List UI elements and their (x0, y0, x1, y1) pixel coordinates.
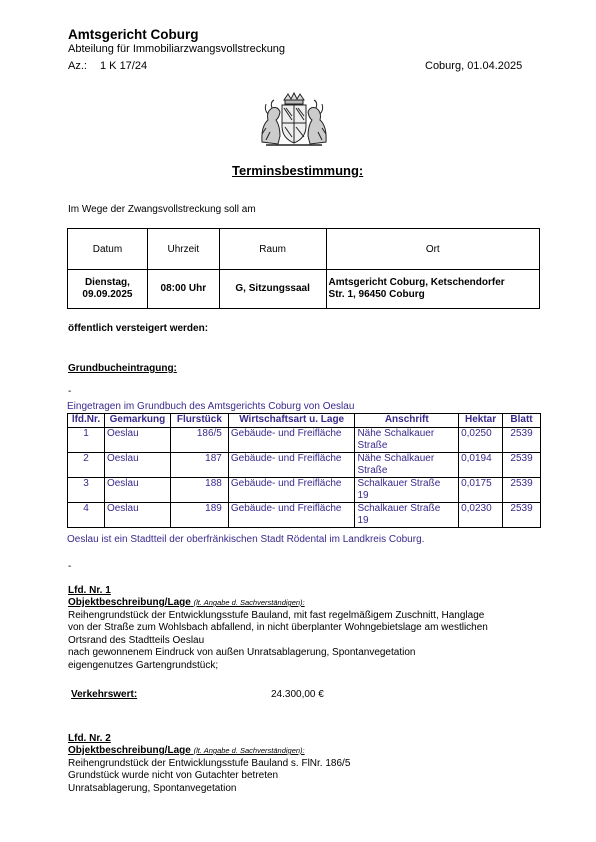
registered-text: Eingetragen im Grundbuch des Amtsgerichts Coburg von Oeslau (67, 401, 355, 412)
header-place: Ort (326, 229, 539, 270)
cell-lfd: 3 (68, 478, 105, 503)
sold-text: öffentlich versteigert werden: (68, 323, 209, 334)
table-row (68, 503, 541, 528)
dash-separator: - (68, 386, 72, 397)
col-lfd: lfd.Nr. (68, 414, 105, 428)
item1-line: Ortsrand des Stadtteils Oeslau (68, 634, 205, 646)
department: Abteilung für Immobiliarzwangsvollstreckung (68, 43, 286, 55)
header-date: Datum (68, 229, 148, 270)
cell-lfd: 4 (68, 503, 105, 528)
parcels-table (67, 413, 541, 528)
appointment-place (326, 270, 539, 309)
cell-hektar: 0,0175 (459, 478, 503, 503)
court-name: Amtsgericht Coburg (68, 27, 199, 42)
cell-hektar: 0,0230 (459, 503, 503, 528)
item1-number: Lfd. Nr. 1 (68, 585, 111, 596)
cell-blatt: 2539 (503, 453, 541, 478)
cell-anschrift-line1: Schalkauer Straße (357, 478, 441, 489)
cell-anschrift (355, 428, 459, 453)
table-row (68, 428, 541, 453)
cell-lfd: 2 (68, 453, 105, 478)
cell-anschrift-line1: Nähe Schalkauer (357, 428, 435, 439)
district-note: Oeslau ist ein Stadtteil der oberfränkischen Stadt Rödental im Landkreis Coburg. (67, 534, 425, 545)
parcels-header-row (68, 414, 541, 428)
item1-line: eigengenutzes Gartengrundstück; (68, 659, 219, 671)
market-value-label: Verkehrswert: (71, 689, 138, 700)
cell-wirtschaftsart: Gebäude- und Freifläche (228, 503, 355, 528)
col-wirtschaftsart: Wirtschaftsart u. Lage (228, 414, 355, 428)
item1-heading-text: Objektbeschreibung/Lage (68, 597, 191, 608)
cell-flurstueck: 186/5 (170, 428, 228, 453)
cell-anschrift (355, 503, 459, 528)
cell-blatt: 2539 (503, 428, 541, 453)
item2-description-heading (68, 745, 305, 756)
cell-blatt: 2539 (503, 503, 541, 528)
appointment-place-line2: Str. 1, 96450 Coburg (328, 289, 425, 300)
market-value: 24.300,00 € (271, 689, 324, 700)
appointment-value-row (68, 270, 540, 309)
cell-hektar: 0,0194 (459, 453, 503, 478)
item2-line: Reihengrundstück der Entwicklungsstufe Bauland s. FlNr. 186/5 (68, 758, 351, 769)
item1-line: Reihengrundstück der Entwicklungsstufe Bauland, mit fast regelmäßigem Zuschnitt, Hanglage (68, 610, 485, 621)
table-row (68, 453, 541, 478)
place-date: Coburg, 01.04.2025 (425, 60, 523, 72)
cell-wirtschaftsart: Gebäude- und Freifläche (228, 428, 355, 453)
cell-anschrift-line2: 19 (357, 490, 369, 501)
cell-gemarkung: Oeslau (104, 478, 170, 503)
header-time: Uhrzeit (147, 229, 219, 270)
item2-description (68, 758, 350, 795)
table-row (68, 478, 541, 503)
item1-description (68, 610, 488, 672)
cell-lfd: 1 (68, 428, 105, 453)
appointment-header-row (68, 229, 540, 270)
appointment-time: 08:00 Uhr (147, 270, 219, 309)
land-register-heading: Grundbucheintragung: (68, 363, 177, 374)
cell-gemarkung: Oeslau (104, 453, 170, 478)
item1-line: nach gewonnenem Eindruck von außen Unratsablagerung, Spontanvegetation (68, 647, 416, 659)
intro-text: Im Wege der Zwangsvollstreckung soll am (68, 204, 256, 215)
cell-wirtschaftsart: Gebäude- und Freifläche (228, 453, 355, 478)
col-blatt: Blatt (503, 414, 541, 428)
cell-flurstueck: 187 (170, 453, 228, 478)
case-number: 1 K 17/24 (100, 60, 148, 72)
col-anschrift: Anschrift (355, 414, 459, 428)
appointment-place-line1: Amtsgericht Coburg, Ketschendorfer (328, 277, 505, 288)
coat-of-arms-icon (258, 92, 330, 148)
appointment-room: G, Sitzungssaal (219, 270, 326, 309)
case-number-label: Az.: (68, 60, 87, 72)
appointment-date (68, 270, 148, 309)
cell-flurstueck: 189 (170, 503, 228, 528)
dash-separator: - (68, 561, 72, 572)
cell-anschrift-line1: Schalkauer Straße (357, 503, 441, 514)
cell-anschrift (355, 478, 459, 503)
item2-line: Unratsablagerung, Spontanvegetation (68, 782, 237, 794)
appointment-weekday: Dienstag, (84, 277, 130, 288)
cell-flurstueck: 188 (170, 478, 228, 503)
appointment-date-value: 09.09.2025 (82, 289, 133, 300)
col-hektar: Hektar (459, 414, 503, 428)
cell-wirtschaftsart: Gebäude- und Freifläche (228, 478, 355, 503)
item2-heading-note: (lt. Angabe d. Sachverständigen): (193, 746, 305, 755)
appointment-table (67, 228, 540, 309)
item1-description-heading (68, 597, 305, 608)
item1-heading-note: (lt. Angabe d. Sachverständigen): (193, 598, 305, 607)
cell-blatt: 2539 (503, 478, 541, 503)
cell-hektar: 0,0250 (459, 428, 503, 453)
cell-anschrift-line1: Nähe Schalkauer (357, 453, 435, 464)
col-gemarkung: Gemarkung (104, 414, 170, 428)
cell-gemarkung: Oeslau (104, 428, 170, 453)
item2-heading-text: Objektbeschreibung/Lage (68, 745, 191, 756)
document-title: Terminsbestimmung: (232, 163, 364, 178)
item2-line: Grundstück wurde nicht von Gutachter betreten (68, 770, 279, 782)
cell-anschrift-line2: Straße (357, 465, 388, 476)
col-flurstueck: Flurstück (170, 414, 228, 428)
item2-number: Lfd. Nr. 2 (68, 733, 111, 744)
item1-line: von der Straße zum Wohlsbach abfallend, in nicht überplanter Wohngebietslage am westlichen (68, 622, 488, 634)
cell-anschrift-line2: 19 (357, 515, 369, 526)
header-room: Raum (219, 229, 326, 270)
cell-anschrift (355, 453, 459, 478)
cell-gemarkung: Oeslau (104, 503, 170, 528)
cell-anschrift-line2: Straße (357, 440, 388, 451)
